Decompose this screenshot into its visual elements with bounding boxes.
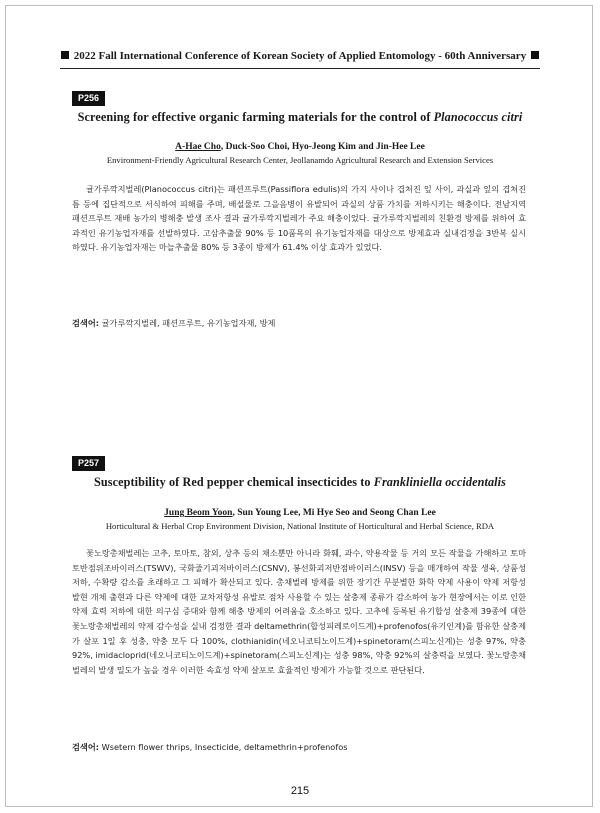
paper-title-text: Screening for effective organic farming materials for the control of bbox=[77, 110, 434, 124]
square-bullet-icon bbox=[531, 51, 539, 59]
conference-header-text: 2022 Fall International Conference of Korean Society of Applied Entomology - 60th Anniversary bbox=[73, 50, 527, 62]
paper-affiliation: Horticultural & Herbal Crop Environment Division, National Institute of Horticultural and Herbal Science, RDA bbox=[105, 521, 495, 531]
paper-title bbox=[60, 110, 540, 125]
keywords-label: 검색어: bbox=[72, 318, 100, 328]
keywords-line bbox=[72, 742, 532, 753]
paper-affiliation: Environment-Friendly Agricultural Research Center, Jeollanamdo Agricultural Research and Extension Services bbox=[106, 155, 494, 165]
abstract-body: 귤가루깍지벌레(Planococcus citri)는 패션프루트(Passiflora edulis)의 가지 사이나 겹쳐진 잎 사이, 과실과 잎의 겹쳐진 틈 등에 집단적으로 서식하여 피해를 주며, 배설물로 그을음병이 유발되어 과실의 상품 가치를 저하시키는 해충이다. 전남지역 패션프루트 재배 농가의 병해충 발생 조사 결과 귤가루깍지벌레가 주요 해충이었다. 귤가루깍지벌레의 친환경 방제를 위하여 효과적인 유기농업자재를 선발하였다. 고삼추출물 90% 등 10품목의 유기농업자재를 대상으로 방제효과 실내검정을 3반복 실시하였다. 유기농업자재는 마늘추출물 80% 등 3종이 방제가 61.4% 이상 효과가 있었다. bbox=[72, 184, 526, 253]
paper-title-species: Frankliniella occidentalis bbox=[373, 475, 506, 489]
paper-label: P256 bbox=[72, 91, 105, 106]
co-authors: , Sun Young Lee, Mi Hye Seo and Seong Chan Lee bbox=[232, 508, 436, 518]
keywords-text: Wsetern flower thrips, Insecticide, deltamethrin+profenofos bbox=[101, 742, 348, 752]
page-border bbox=[5, 5, 593, 807]
keywords-text: 귤가루깍지벌레, 패션프루트, 유기농업자재, 방제 bbox=[101, 318, 276, 328]
paper-title-species: Planococcus citri bbox=[433, 110, 523, 124]
conference-header bbox=[0, 50, 600, 62]
header-rule bbox=[60, 68, 540, 69]
paper-authors bbox=[60, 508, 540, 518]
square-bullet-icon bbox=[61, 51, 69, 59]
keywords-label: 검색어: bbox=[72, 742, 100, 752]
abstract-body: 꽃노랑총채벌레는 고추, 토마토, 참외, 상추 등의 채소뿐만 아니라 화훼, 과수, 약용작물 등 거의 모든 작물을 가해하고 토마토반점위조바이러스(TSWV), 국화줄기괴저바이러스(CSNV), 봉선화괴저반점바이러스(INSV) 등을 매개하여 작물 생육, 상품성 저하, 수확량 감소를 초래하고 그 피해가 확산되고 있다. 총채벌레 방제를 위한 장기간 무분별한 화학 약제 사용이 약제 저항성 발현 개체 출현과 다른 약제에 대한 교차저항성 유발로 점차 사용할 수 있는 살충제 종류가 감소하여 농가 현장에서는 이로 인한 약제 효력 저하에 대한 의구심 증대와 함께 해충 방제의 어려움을 호소하고 있다. 고추에 등록된 유기합성 살충제 39종에 대한 꽃노랑총채벌레의 약제 감수성을 실내 검정한 결과 deltamethrin(합성피레로이드계)+profenofos(유기인계)를 함유한 살충제가 살포 1일 후 성충, 약충 모두 다 100%, clothianidin(네오니코티노이드계)+spinetoram(스피노신계)는 성충 97%, 약충 92%, imidacloprid(네오니코티노이드계)+spinetoram(스피노신계)는 성충 98%, 약충 92%의 살충력을 보였다. 꽃노랑총채벌레의 발생 밀도가 높을 경우 이러한 속효성 약제 살포로 효율적인 방제가 가능할 것으로 판단된다. bbox=[72, 548, 526, 675]
paper-authors bbox=[60, 142, 540, 152]
presenting-author: Jung Beom Yoon bbox=[164, 508, 233, 518]
paper-title-text: Susceptibility of Red pepper chemical insecticides to bbox=[94, 475, 374, 489]
co-authors: , Duck-Soo Choi, Hyo-Jeong Kim and Jin-Hee Lee bbox=[220, 142, 425, 152]
presenting-author: A-Hae Cho bbox=[175, 142, 221, 152]
page-number: 215 bbox=[290, 785, 310, 797]
paper-title bbox=[60, 475, 540, 490]
keywords-line bbox=[72, 318, 532, 329]
paper-label: P257 bbox=[72, 456, 105, 471]
